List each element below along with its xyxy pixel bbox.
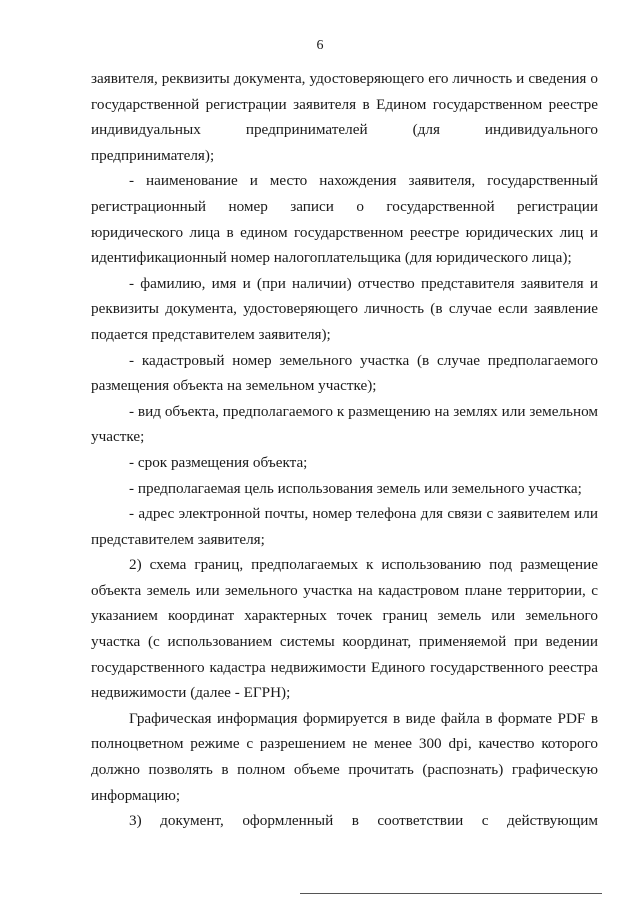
paragraph-legal-entity-details: - наименование и место нахождения заявителя, государственный регистрационный номер записи о государственной регистрации юридического лица в едином государственном реестре юридических лиц и идентификационный номер налогоплательщика (для юридического лица); — [91, 172, 598, 267]
paragraph-boundary-scheme: 2) схема границ, предполагаемых к использованию под размещение объекта земель или земельного участка на кадастровом плане территории, с указанием координат характерных точек границ земель или земельного участка (с использованием системы координат, применяемой при ведении государственного кадастра недвижимости Единого государственного реестра недвижимости (далее - ЕГРН); — [91, 556, 598, 702]
paragraph-placement-term: - срок размещения объекта; — [129, 453, 308, 471]
footer-rule — [300, 893, 602, 894]
paragraph-contact-info: - адрес электронной почты, номер телефона для связи с заявителем или представителем заявителя; — [91, 505, 598, 548]
paragraph-graphic-info: Графическая информация формируется в виде файла в формате PDF в полноцветном режиме с разрешением не менее 300 dpi, качество которого должно позволять в полном объеме прочитать (распознать) графическую информацию; — [91, 709, 598, 804]
paragraph-cadastral-number: - кадастровый номер земельного участка (в случае предполагаемого размещения объекта на земельном участке); — [91, 351, 598, 395]
paragraph-representative-details: - фамилию, имя и (при наличии) отчество представителя заявителя и реквизиты документа, удостоверяющего личность (в случае если заявление подается представителем заявителя); — [91, 274, 598, 343]
paragraph-applicant-id-details: заявителя, реквизиты документа, удостоверяющего его личность и сведения о государственной регистрации заявителя в Едином государственном реестре индивидуальных предпринимателей (для индивидуального предпринимателя); — [91, 70, 598, 164]
paragraph-document-item-3: 3) документ, оформленный в соответствии с действующим — [129, 812, 598, 830]
paragraph-object-type: - вид объекта, предполагаемого к размещению на землях или земельном участке; — [91, 402, 598, 446]
paragraph-land-use-purpose: - предполагаемая цель использования земель или земельного участка; — [129, 479, 582, 497]
document-body — [91, 66, 598, 834]
page-number: 6 — [316, 38, 324, 53]
